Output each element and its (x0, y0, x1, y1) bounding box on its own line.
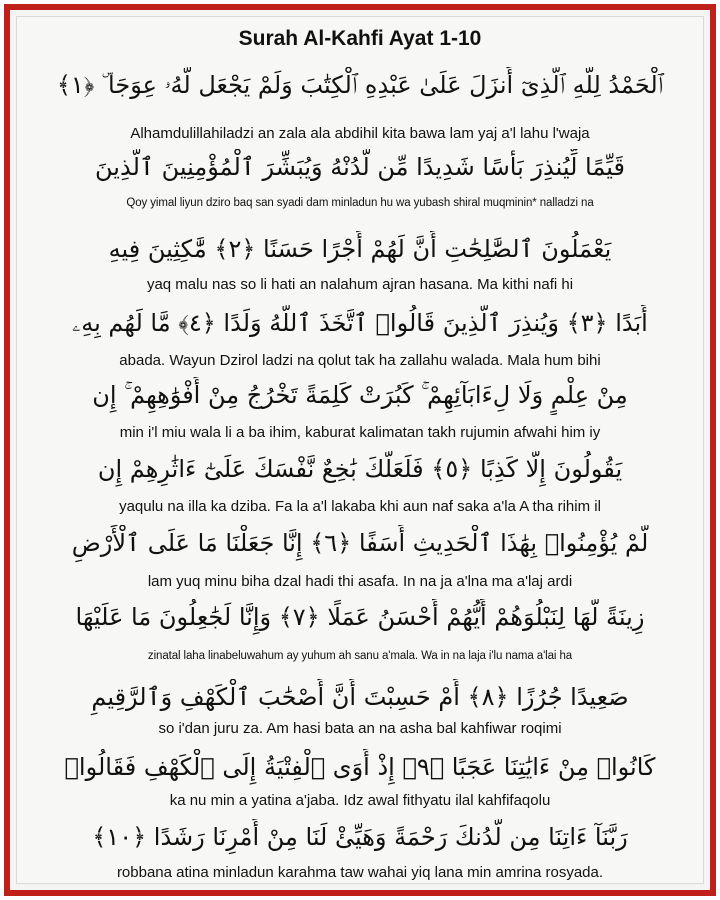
transliteration-line: Alhamdulillahiladzi an zala ala abdihil kita bawa lam yaj a'l lahu l'waja (130, 125, 590, 142)
transliteration-line: min i'l miu wala li a ba ihim, kaburat kalimatan takh rujumin afwahi him iy (119, 424, 601, 441)
arabic-verse-line: يَقُولُونَ إِلَّا كَذِبًا ﴿٥﴾ فَلَعَلَّكَ بَٰخِعٌ نَّفْسَكَ عَلَىٰٓ ءَاثَٰرِهِمْ إِن (97, 455, 623, 483)
transliteration-line: robbana atina minladun karahma taw wahai yiq lana min amrina rosyada. (116, 864, 604, 881)
transliteration-line: yaq malu nas so li hati an nalahum ajran hasana. Ma kithi nafi hi (146, 276, 574, 293)
arabic-verse-line: أَبَدًا ﴿٣﴾ وَيُنذِرَ ٱلَّذِينَ قَالُوا۟ ٱتَّخَذَ ٱللَّهُ وَلَدًا ﴿٤﴾ مَّا لَهُم بِهِۦ (72, 309, 648, 337)
arabic-verse-line: يَعْمَلُونَ ٱلصَّٰلِحَٰتِ أَنَّ لَهُمْ أَجْرًا حَسَنًا ﴿٢﴾ مَّٰكِثِينَ فِيهِ (108, 235, 612, 263)
transliteration-line: lam yuq minu biha dzal hadi thi asafa. In na ja a'lna ma a'laj ardi (147, 573, 573, 590)
arabic-verse-line: رَبَّنَآ ءَاتِنَا مِن لَّدُنكَ رَحْمَةً وَهَيِّئْ لَنَا مِنْ أَمْرِنَا رَشَدًا ﴿١٠﴾ (92, 823, 628, 851)
page-border (4, 4, 716, 896)
arabic-verse-line: كَانُوا۟ مِنْ ءَايَٰتِنَا عَجَبًا ﴿٩﴾ إِذْ أَوَى ٱلْفِتْيَةُ إِلَى ٱلْكَهْفِ فَقَالُوا۟ (64, 753, 656, 781)
arabic-verse-line: لَّمْ يُؤْمِنُوا۟ بِهَٰذَا ٱلْحَدِيثِ أَسَفًا ﴿٦﴾ إِنَّا جَعَلْنَا مَا عَلَى ٱلْأَرْضِ (71, 529, 649, 557)
transliteration-line: abada. Wayun Dzirol ladzi na qolut tak ha zallahu walada. Mala hum bihi (119, 352, 601, 369)
arabic-verse-line: صَعِيدًا جُرُزًا ﴿٨﴾ أَمْ حَسِبْتَ أَنَّ أَصْحَٰبَ ٱلْكَهْفِ وَٱلرَّقِيمِ (91, 683, 629, 711)
page-title: Surah Al-Kahfi Ayat 1-10 (238, 27, 482, 50)
arabic-verse-line: ٱلْحَمْدُ لِلَّهِ ٱلَّذِىٓ أَنزَلَ عَلَىٰ عَبْدِهِ ٱلْكِتَٰبَ وَلَمْ يَجْعَل لَّهُۥ عِوَجَا ۜ ﴿١﴾ (56, 71, 664, 99)
page-panel (16, 16, 704, 884)
transliteration-line: yaqulu na illa ka dziba. Fa la a'l lakaba khi aun naf saka a'la A tha rihim il (119, 498, 601, 515)
transliteration-line: ka nu min a yatina a'jaba. Idz awal fithyatu ilal kahfifaqolu (169, 792, 551, 809)
transliteration-line: so i'dan juru za. Am hasi bata an na asha bal kahfiwar roqimi (158, 720, 562, 737)
transliteration-line: Qoy yimal liyun dziro baq san syadi dam minladun hu wa yubash shiral muqminin* nalladzi na (126, 197, 594, 209)
arabic-verse-line: مِنْ عِلْمٍ وَلَا لِءَابَآئِهِمْ ۚ كَبُرَتْ كَلِمَةً تَخْرُجُ مِنْ أَفْوَٰهِهِمْ ۚ إِن (92, 381, 628, 409)
transliteration-line: zinatal laha linabeluwahum ay yuhum ah sanu a'mala. Wa in na laja i'lu nama a'lai ha (147, 650, 573, 662)
arabic-verse-line: قَيِّمًا لِّيُنذِرَ بَأْسًا شَدِيدًا مِّن لَّدُنْهُ وَيُبَشِّرَ ٱلْمُؤْمِنِينَ ٱلَّذِينَ (95, 153, 625, 181)
arabic-verse-line: زِينَةً لَّهَا لِنَبْلُوَهُمْ أَيُّهُمْ أَحْسَنُ عَمَلًا ﴿٧﴾ وَإِنَّا لَجَٰعِلُونَ مَا عَلَيْهَا (75, 603, 645, 631)
